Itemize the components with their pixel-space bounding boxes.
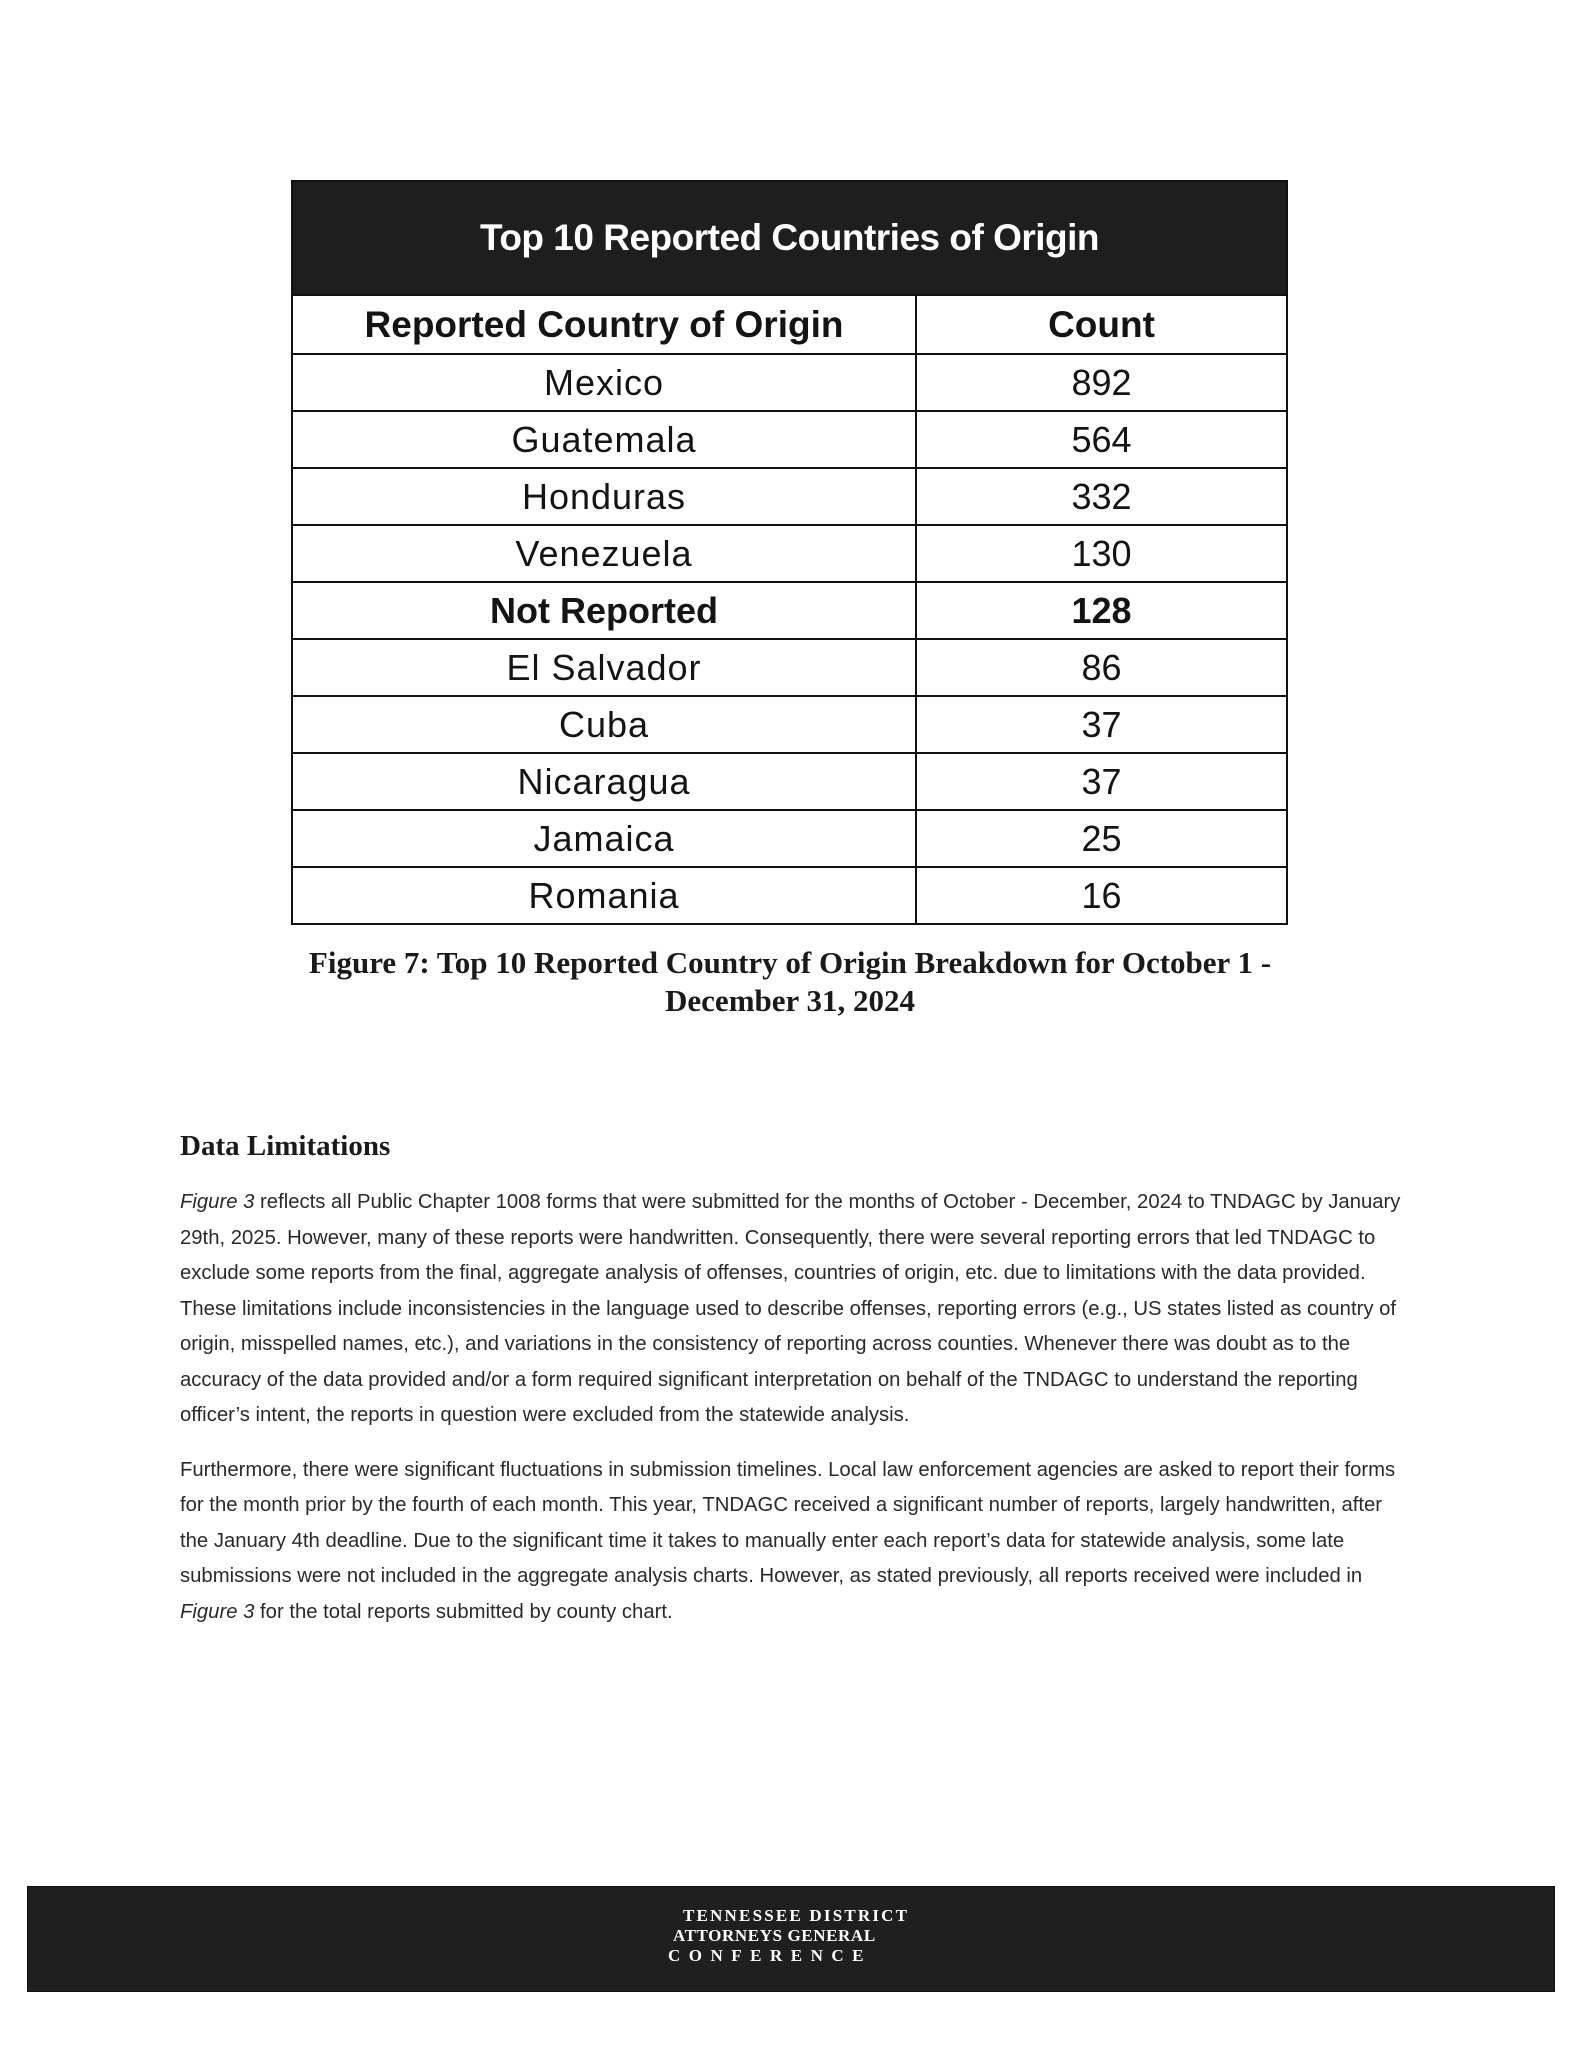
logo-line-2: ATTORNEYS GENERAL	[673, 1926, 876, 1945]
paragraph-2-text-b: for the total reports submitted by county chart.	[254, 1600, 673, 1623]
country-cell: Not Reported	[292, 582, 916, 639]
country-cell: Mexico	[292, 354, 916, 411]
country-of-origin-table	[291, 294, 1288, 925]
country-cell: Venezuela	[292, 525, 916, 582]
table-title: Top 10 Reported Countries of Origin	[291, 180, 1288, 294]
figure-caption-line-2: December 31, 2024	[665, 983, 915, 1018]
figure-caption	[260, 944, 1320, 1020]
country-cell: Romania	[292, 867, 916, 924]
data-limitations-section	[180, 1130, 1415, 1649]
country-cell: Honduras	[292, 468, 916, 525]
section-heading: Data Limitations	[180, 1130, 391, 1162]
logo-line-1: TENNESSEE DISTRICT	[683, 1906, 910, 1925]
country-of-origin-table-block	[291, 180, 1288, 925]
table-row	[292, 696, 1287, 753]
figure-reference: Figure 3	[180, 1600, 255, 1623]
figure-reference: Figure 3	[180, 1191, 255, 1213]
logo-line-3: CONFERENCE	[668, 1946, 873, 1965]
country-cell: Jamaica	[292, 810, 916, 867]
count-cell: 25	[916, 810, 1287, 867]
table-header-row	[292, 295, 1287, 354]
count-cell: 130	[916, 525, 1287, 582]
count-cell: 86	[916, 639, 1287, 696]
table-row	[292, 468, 1287, 525]
table-row	[292, 753, 1287, 810]
count-cell: 37	[916, 753, 1287, 810]
country-cell: Cuba	[292, 696, 916, 753]
tndagc-logo	[668, 1906, 909, 1966]
figure-caption-line-1: Figure 7: Top 10 Reported Country of Origin Breakdown for October 1 -	[308, 945, 1272, 980]
table-row	[292, 639, 1287, 696]
table-row	[292, 810, 1287, 867]
paragraph-1-text: reflects all Public Chapter 1008 forms that were submitted for the months of October - December, 2024 to TNDAGC by January 29th, 2025. However, many of these reports were handwritten. Consequently, there were several reporting errors that led TNDAGC to exclude some reports from the final, aggregate analysis of offenses, countries of origin, etc. due to limitations with the data provided. These limitations include inconsistencies in the language used to describe offenses, reporting errors (e.g., US states listed as country of origin, misspelled names, etc.), and variations in the consistency of reporting across counties. Whenever there was doubt as to the accuracy of the data provided and/or a form required significant interpretation on behalf of the TNDAGC to understand the reporting officer’s intent, the reports in question were excluded from the statewide analysis.	[180, 1191, 1401, 1426]
table-row	[292, 411, 1287, 468]
count-cell: 892	[916, 354, 1287, 411]
table-row	[292, 354, 1287, 411]
table-row	[292, 867, 1287, 924]
count-cell: 332	[916, 468, 1287, 525]
paragraph-2	[180, 1453, 1415, 1631]
count-cell: 37	[916, 696, 1287, 753]
country-cell: Guatemala	[292, 411, 916, 468]
column-header-country: Reported Country of Origin	[292, 295, 916, 354]
country-cell: El Salvador	[292, 639, 916, 696]
column-header-count: Count	[916, 295, 1287, 354]
count-cell: 16	[916, 867, 1287, 924]
count-cell: 128	[916, 582, 1287, 639]
count-cell: 564	[916, 411, 1287, 468]
paragraph-1	[180, 1185, 1415, 1434]
table-row-not-reported	[292, 582, 1287, 639]
page-footer-banner	[27, 1886, 1555, 1992]
table-row	[292, 525, 1287, 582]
paragraph-2-text-a: Furthermore, there were significant fluctuations in submission timelines. Local law enforcement agencies are asked to report their forms for the month prior by the fourth of each month. This year, TNDAGC received a significant number of reports, largely handwritten, after the January 4th deadline. Due to the significant time it takes to manually enter each report’s data for statewide analysis, some late submissions were not included in the aggregate analysis charts. However, as stated previously, all reports received were included in	[180, 1458, 1396, 1587]
country-cell: Nicaragua	[292, 753, 916, 810]
